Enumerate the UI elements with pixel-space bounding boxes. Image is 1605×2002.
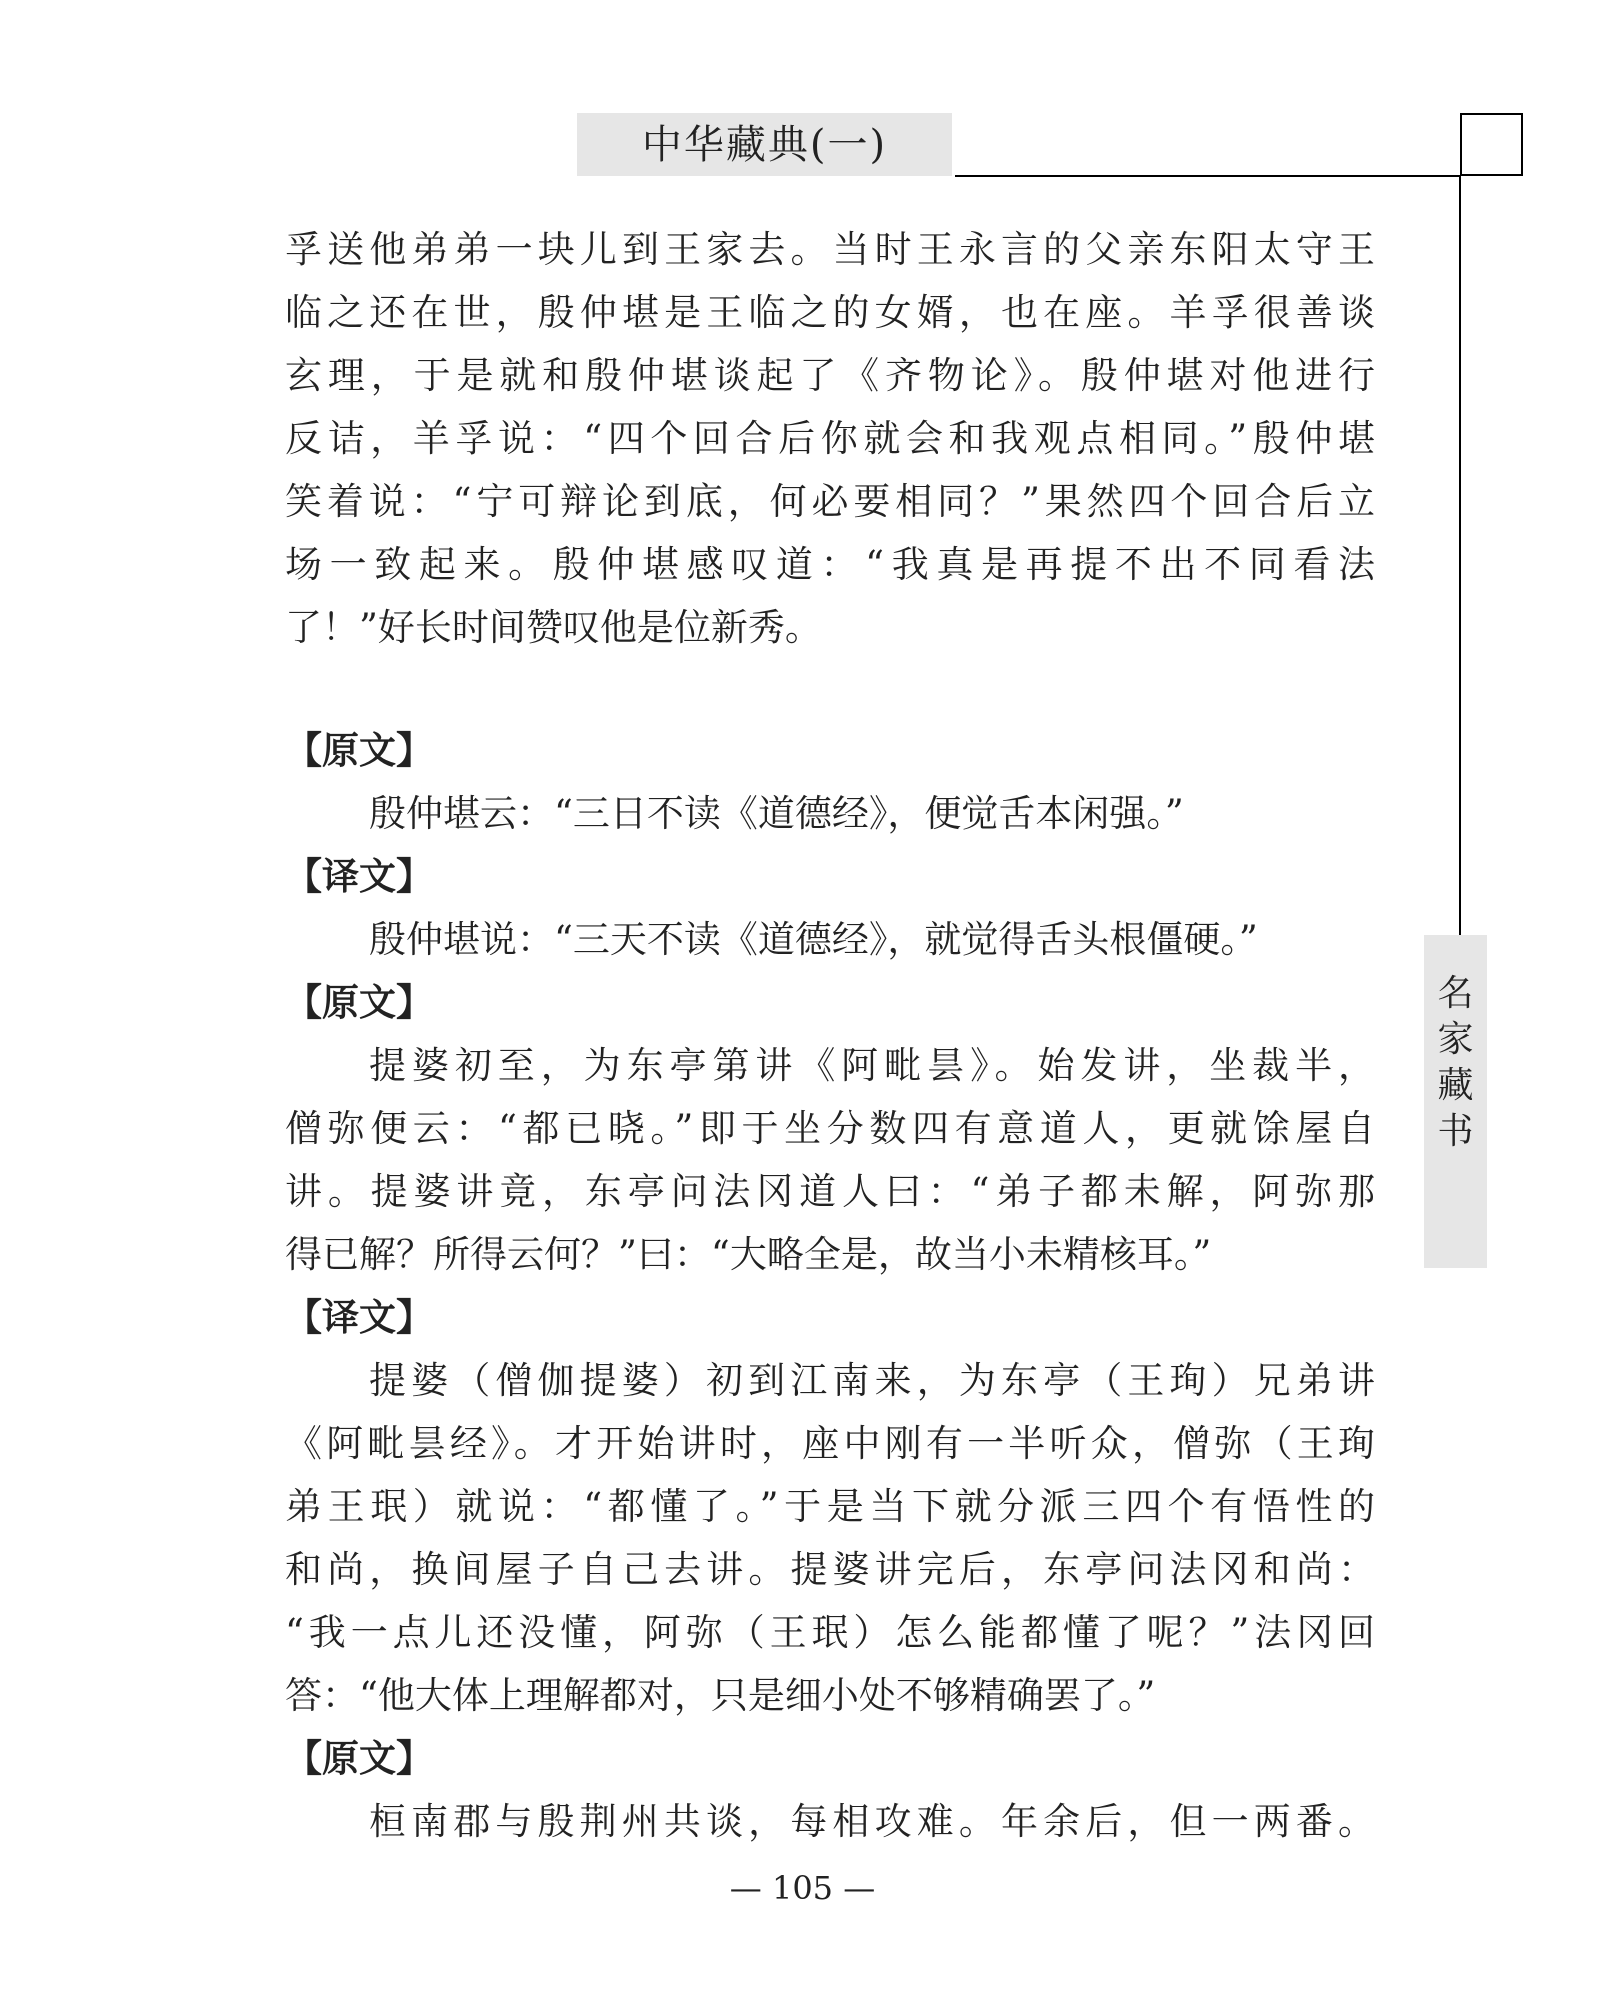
- body-text: [285, 218, 1375, 1853]
- intro-paragraph: [285, 218, 1375, 659]
- text-line: 桓南郡与殷荆州共谈，每相攻难。年余后，但一两番。: [369, 1800, 1375, 1843]
- text-line: 玄理，于是就和殷仲堪谈起了《齐物论》。殷仲堪对他进行: [285, 354, 1375, 397]
- side-tab-char: 家: [1437, 1019, 1474, 1060]
- text-line: 提婆（僧伽提婆）初到江南来，为东亭（王珣）兄弟讲: [369, 1359, 1375, 1402]
- vertical-rule: [1459, 176, 1461, 938]
- text-line: 答：“他大体上理解都对，只是细小处不够精确罢了。”: [285, 1674, 1156, 1717]
- text-line: 和尚，换间屋子自己去讲。提婆讲完后，东亭问法冈和尚：: [285, 1548, 1375, 1591]
- text-line: 提婆初至，为东亭第讲《阿毗昙》。始发讲，坐裁半，: [369, 1044, 1375, 1087]
- text-line: “我一点儿还没懂，阿弥（王珉）怎么能都懂了呢？”法冈回: [285, 1611, 1375, 1654]
- text-line: 僧弥便云：“都已晓。”即于坐分数四有意道人，更就馀屋自: [285, 1107, 1375, 1150]
- header-corner-square: [1460, 113, 1523, 176]
- section-gap: [285, 659, 1375, 719]
- text-line: 弟王珉）就说：“都懂了。”于是当下就分派三四个有悟性的: [285, 1485, 1375, 1528]
- side-tab: [1424, 935, 1487, 1268]
- header-rule: [955, 175, 1460, 177]
- side-tab-char: 藏: [1437, 1065, 1474, 1106]
- side-tab-char: 名: [1437, 973, 1474, 1014]
- text-line: 得已解？所得云何？”曰：“大略全是，故当小未精核耳。”: [285, 1233, 1212, 1276]
- page-number: — 105 —: [729, 1869, 876, 1907]
- text-line: 了！”好长时间赞叹他是位新秀。: [285, 606, 822, 649]
- section-heading-original: 【原文】: [285, 1737, 433, 1780]
- text-line: 殷仲堪云：“三日不读《道德经》，便觉舌本闲强。”: [369, 792, 1184, 835]
- text-line: 笑着说：“宁可辩论到底，何必要相同？”果然四个回合后立: [285, 480, 1375, 523]
- text-line: 临之还在世，殷仲堪是王临之的女婿，也在座。羊孚很善谈: [285, 291, 1375, 334]
- text-line: 《阿毗昙经》。才开始讲时，座中刚有一半听众，僧弥（王珣: [285, 1422, 1375, 1465]
- header-title-box: [577, 113, 952, 176]
- text-line: 场一致起来。殷仲堪感叹道：“我真是再提不出不同看法: [285, 543, 1375, 586]
- section-heading-translation: 【译文】: [285, 1296, 433, 1339]
- text-line: 殷仲堪说：“三天不读《道德经》，就觉得舌头根僵硬。”: [369, 918, 1258, 961]
- text-line: 孚送他弟弟一块儿到王家去。当时王永言的父亲东阳太守王: [285, 228, 1375, 271]
- side-tab-char: 书: [1437, 1111, 1474, 1152]
- side-tab-text: [1424, 971, 1487, 1155]
- section-heading-translation: 【译文】: [285, 855, 433, 898]
- section-heading-original: 【原文】: [285, 981, 433, 1024]
- section-heading-original: 【原文】: [285, 729, 433, 772]
- text-line: 讲。提婆讲竟，东亭问法冈道人曰：“弟子都未解，阿弥那: [285, 1170, 1375, 1213]
- header-title: 中华藏典(一): [641, 122, 888, 168]
- text-line: 反诘，羊孚说：“四个回合后你就会和我观点相同。”殷仲堪: [285, 417, 1375, 460]
